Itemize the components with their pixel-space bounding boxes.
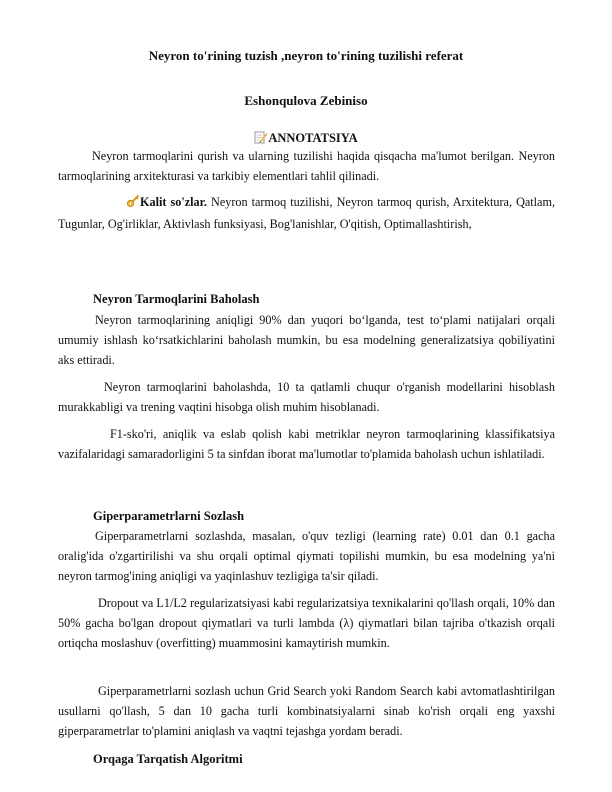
annotation-text: Neyron tarmoqlarini qurish va ularning tuzilishi haqida qisqacha ma'lumot berilgan. Neyron tarmoqlarining arxitekturasi va tarkibiy elementlari tahlil qilinadi.: [58, 149, 555, 183]
section-heading-hyperparameters: Giperparametrlarni Sozlash: [93, 509, 245, 523]
paragraph-evaluation-3: F1-sko'ri, aniqlik va eslab qolish kabi metriklar neyron tarmoqlarining klassifikatsiya vazifalaridagi samaradorligini 5 ta sinfdan iborat ma'lumotlar to'plamida baholash uchun ishlatiladi.: [58, 427, 555, 461]
document-title: Neyron to'rining tuzish ,neyron to'rining tuzilishi referat: [148, 48, 464, 63]
keywords-paragraph: [58, 192, 555, 234]
paragraph-evaluation-1: Neyron tarmoqlarining aniqligi 90% dan yuqori bo‘lganda, test to‘plami natijalari orqali umumiy ishlash ko‘rsatkichlarini baholash mumkin, bu esa modelning generalizatsiya qobiliyatini aks ettiradi.: [58, 313, 555, 367]
document-author: Eshonqulova Zebiniso: [244, 93, 368, 108]
annotation-heading-text: ANNOTATSIYA: [268, 131, 358, 145]
keywords-label: Kalit so'zlar.: [140, 195, 207, 209]
paragraph-hyperparameters-2: Dropout va L1/L2 regularizatsiyasi kabi regularizatsiya texnikalarini qo'llash orqali, 10% dan 50% gacha bo'lgan dropout qiymatlari va turli lambda (λ) qiymatlari bilan tajriba o'tkazish orqali ortiqcha moslashuv (overfitting) muammosini kamaytirish mumkin.: [58, 596, 555, 650]
paragraph-hyperparameters-1: Giperparametrlarni sozlashda, masalan, o'quv tezligi (learning rate) 0.01 dan 0.1 gacha oralig'ida o'zgartirilishi va shu orqali optimal qiymati topilishi mumkin, bu esa modelning ya'ni neyron tarmog'ining aniqligi va yaqinlashuv tezligiga ta'sir qiladi.: [58, 529, 555, 583]
keywords-text: Neyron tarmoq tuzilishi, Neyron tarmoq qurish, Arxitektura, Qatlam, Tugunlar, Og'irliklar, Aktivlash funksiyasi, Bog'lanishlar, O'qitish, Optimallashtirish,: [58, 195, 555, 231]
section-heading-evaluation: Neyron Tarmoqlarini Baholash: [93, 292, 260, 306]
paragraph-hyperparameters-3: Giperparametrlarni sozlash uchun Grid Search yoki Random Search kabi avtomatlashtirilgan usullarni qo'llash, 5 dan 10 gacha turli kombinatsiyalarni sinab ko'rish orqali eng yaxshi giperparametrlar to'plamini aniqlash va vaqtni tejashga yordam beradi.: [58, 684, 555, 738]
paragraph-evaluation-2: Neyron tarmoqlarini baholashda, 10 ta qatlamli chuqur o'rganish modellarini hisoblash murakkabligi va trening vaqtini hisobga olish muhim hisoblanadi.: [58, 380, 555, 414]
key-icon: [92, 194, 140, 214]
section-heading-backpropagation: Orqaga Tarqatish Algoritmi: [93, 752, 243, 766]
